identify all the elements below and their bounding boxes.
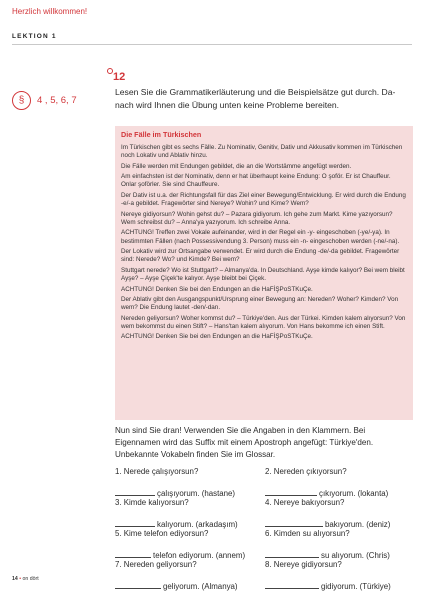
item-row xyxy=(115,560,415,591)
intro-line: nach wird Ihnen die Übung unten keine Probleme bereiten. xyxy=(115,100,340,110)
exercise-item xyxy=(115,467,265,498)
item-answer-hint: telefon ediyorum. (annem) xyxy=(153,551,246,560)
exercise-intro xyxy=(115,86,415,112)
item-row xyxy=(115,498,415,529)
grammar-paragraph: Im Türkischen gibt es sechs Fälle. Zu Nominativ, Genitiv, Dativ und Akkusativ kommen im Türkischen noch Lokativ und Ablativ hinzu. xyxy=(121,144,403,160)
item-question: 2. Nereden çıkıyorsun? xyxy=(265,467,347,476)
item-question: 7. Nereden geliyorsun? xyxy=(115,560,197,569)
item-question: 6. Kimden su alıyorsun? xyxy=(265,529,350,538)
answer-blank[interactable] xyxy=(265,518,323,527)
answer-blank[interactable] xyxy=(265,549,319,558)
exercise-item xyxy=(115,560,265,591)
item-question: 4. Nereye bakıyorsun? xyxy=(265,498,345,507)
item-answer-hint: kalıyorum. (arkadaşım) xyxy=(157,520,238,529)
page-footer xyxy=(12,576,39,582)
answer-blank[interactable] xyxy=(265,580,319,589)
item-answer-hint: su alıyorum. (Chris) xyxy=(321,551,390,560)
exercise-item xyxy=(265,560,415,591)
grammar-paragraph: Stuttgart nerede? Wo ist Stuttgart? – Almanya'da. In Deutschland. Ayşe kimde kalıyor? Bei wem bleibt Ayşe? – Ayşe Çiçek'te kalıyor. Ayşe bleibt bei Çiçek. xyxy=(121,266,405,282)
grammar-paragraph: Der Lokativ wird zur Ortsangabe verwendet. Er wird durch die Endung -de/-da gebildet. Fragewörter sind: Nerede? Wo? und Kimde? Bei wem? xyxy=(121,248,400,264)
chapter-title: Herzlich willkommen! xyxy=(12,7,88,16)
answer-blank[interactable] xyxy=(115,580,161,589)
grammar-paragraph: Der Ablativ gibt den Ausgangspunkt/Ursprung einer Bewegung an: Nereden? Woher? Kimden? Von wem? Die Endung lautet -den/-dan. xyxy=(121,296,399,312)
lesson-label: LEKTION 1 xyxy=(12,33,57,40)
grammar-paragraph: ACHTUNG! Treffen zwei Vokale aufeinander, wird in der Regel ein -y- eingeschoben (-ye/-ya). In bestimmten Fällen (nach Possessivendung 3. Person) muss ein -n- eingeschoben werden (-ne/-na). xyxy=(121,229,400,245)
task-line: Unbekannte Vokabeln finden Sie im Glossar. xyxy=(115,450,276,459)
grammar-references: 4 , 5, 6, 7 xyxy=(37,95,77,106)
task-line: Nun sind Sie dran! Verwenden Sie die Angaben in den Klammern. Bei xyxy=(115,426,366,435)
answer-blank[interactable] xyxy=(115,487,155,496)
item-question: 3. Kimde kalıyorsun? xyxy=(115,498,189,507)
grammar-box xyxy=(115,126,413,420)
grammar-paragraph: Der Dativ ist u.a. der Richtungsfall für das Ziel einer Bewegung/Entwicklung. Er wird durch die Endung -e/-a gebildet. Fragewörter sind Nereye? Wohin? und Kime? Wem? xyxy=(121,192,406,208)
paragraph-reference-icon: § xyxy=(12,91,31,110)
item-answer-hint: bakıyorum. (deniz) xyxy=(325,520,391,529)
grammar-paragraph: Nereye gidiyorsun? Wohin gehst du? – Pazara gidiyorum. Ich gehe zum Markt. Kime yazıyorsun? Wem schreibst du? – Anna'ya yazıyorum. Ich schreibe Anna. xyxy=(121,210,393,226)
grammar-paragraph: ACHTUNG! Denken Sie bei den Endungen an die HaFİŞPoSTKuÇe. xyxy=(121,333,313,341)
item-answer-hint: çıkıyorum. (lokanta) xyxy=(319,489,389,498)
grammar-paragraph: Nereden geliyorsun? Woher kommst du? – Türkiye'den. Aus der Türkei. Kimden kalem alıyorsun? Von wem bekommst du einen Stift? – Hans'tan kalem alıyorum. Von Hans bekomme ich einen Stift. xyxy=(121,314,406,330)
answer-blank[interactable] xyxy=(115,518,155,527)
item-question: 1. Nerede çalışıyorsun? xyxy=(115,467,199,476)
answer-blank[interactable] xyxy=(265,487,317,496)
page-number-words: on dört xyxy=(22,576,39,582)
grammar-paragraph: Die Fälle werden mit Endungen gebildet, die an die Wortstämme angefügt werden. xyxy=(121,162,352,170)
task-instructions xyxy=(115,425,415,461)
item-row xyxy=(115,529,415,560)
intro-line: Lesen Sie die Grammatikerläuterung und die Beispielsätze gut durch. Da- xyxy=(115,87,396,97)
exercise-number: 12 xyxy=(113,71,126,83)
grammar-paragraph: ACHTUNG! Denken Sie bei den Endungen an die HaFİŞPoSTKuÇe. xyxy=(121,285,313,293)
exercise-item xyxy=(265,529,415,560)
grammar-paragraph: Am einfachsten ist der Nominativ, denn er hat überhaupt keine Endung: O şoför. Er ist Chauffeur. Onlar şoförler. Sie sind Chauffeure. xyxy=(121,173,391,189)
item-question: 5. Kime telefon ediyorsun? xyxy=(115,529,209,538)
item-row xyxy=(115,467,415,498)
page-number: 14 xyxy=(12,576,18,582)
footer-bullet-icon: • xyxy=(19,576,22,582)
exercise-item xyxy=(115,498,265,529)
task-line: Eigennamen wird das Suffix mit einem Apostroph angefügt: Türkiye'den. xyxy=(115,438,374,447)
exercise-item xyxy=(115,529,265,560)
header-divider xyxy=(12,44,412,45)
exercise-items xyxy=(115,467,415,591)
item-question: 8. Nereye gidiyorsun? xyxy=(265,560,342,569)
item-answer-hint: çalışıyorum. (hastane) xyxy=(157,489,236,498)
item-answer-hint: gidiyorum. (Türkiye) xyxy=(321,582,391,591)
answer-blank[interactable] xyxy=(115,549,151,558)
item-answer-hint: geliyorum. (Almanya) xyxy=(163,582,238,591)
grammar-box-title: Die Fälle im Türkischen xyxy=(121,130,202,139)
exercise-item xyxy=(265,467,415,498)
exercise-item xyxy=(265,498,415,529)
